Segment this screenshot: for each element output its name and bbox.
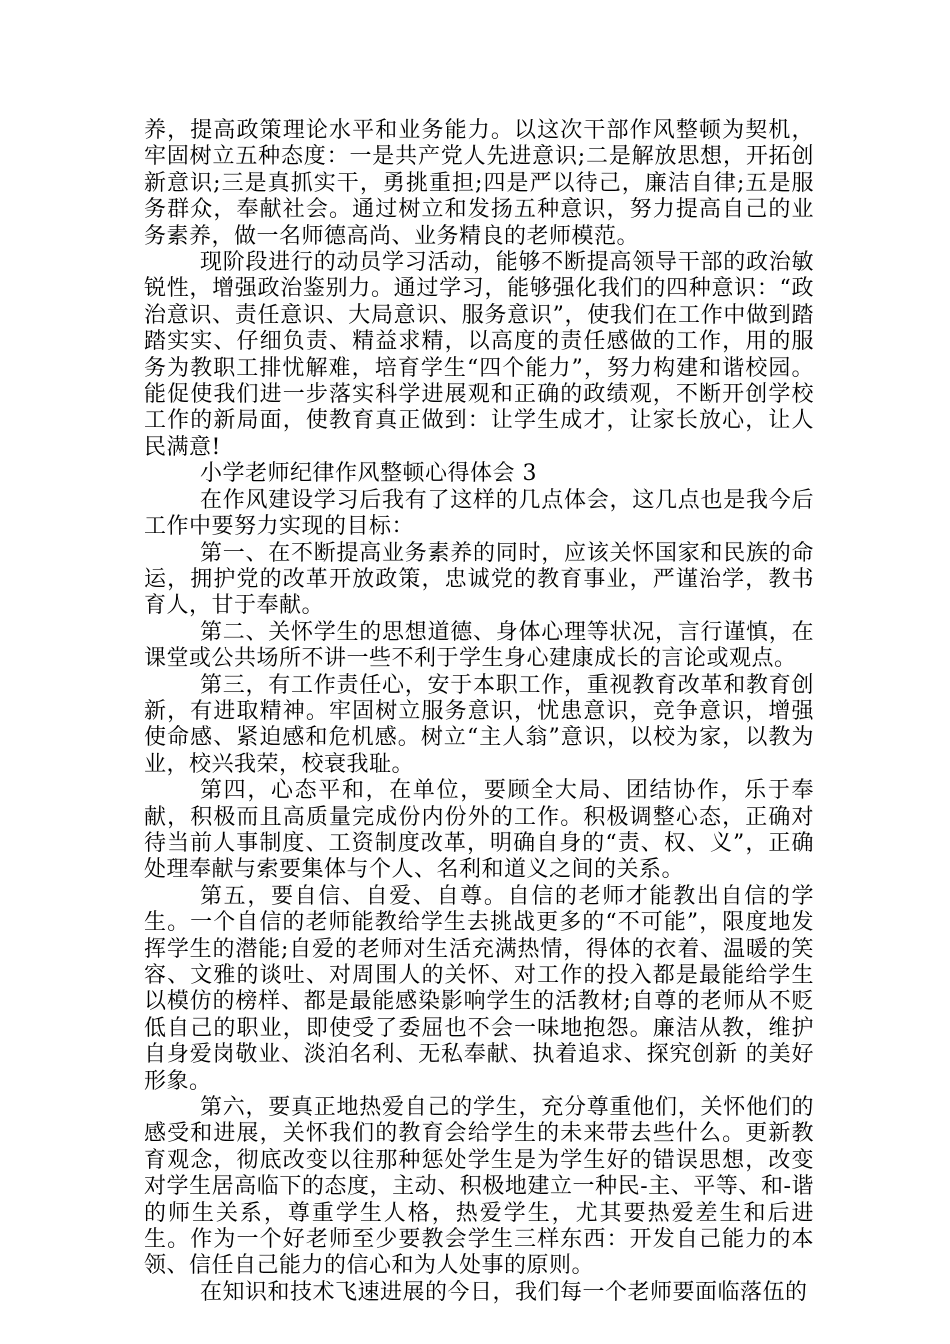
paragraph: 第五，要自信、自爱、自尊。自信的老师才能教出自信的学生。一个自信的老师能教给学生去挑战更多的“不可能”，限度地发挥学生的潜能;自爱的老师对生活充满热情，得体的衣着、温暖的笑容、文雅的谈吐、对周围人的关怀、对工作的投入都是最能给学生以模仿的榜样、都是最能感染影响学生的活教材;自尊的老师从不贬低自己的职业，即使受了委屈也不会一味地抱怨。廉洁从教，维护自身爱岗敬业、淡泊名利、无私奉献、执着追求、探究创新 的美好形象。: [144, 883, 814, 1094]
paragraph: 在知识和技术飞速进展的今日，我们每一个老师要面临落伍的: [200, 1279, 808, 1305]
paragraph: 第六，要真正地热爱自己的学生，充分尊重他们，关怀他们的感受和进展，关怀我们的教育会给学生的未来带去些什么。更新教育观念，彻底改变以往那种惩处学生是为学生好的错误思想，改变对学生居高临下的态度，主动、积极地建立一种民-主、平等、和-谐的师生关系，尊重学生人格，热爱学生，尤其要热爱差生和后进生。作为一个好老师至少要教会学生三样东西：开发自己能力的本领、信任自己能力的信心和为人处事的原则。: [144, 1095, 814, 1279]
paragraph: 在作风建设学习后我有了这样的几点体会，这几点也是我今后工作中要努力实现的目标：: [144, 487, 814, 540]
paragraph: 第二、关怀学生的思想道德、身体心理等状况，言行谨慎，在课堂或公共场所不讲一些不利于学生身心建康成长的言论或观点。: [144, 619, 814, 672]
paragraph: 现阶段进行的动员学习活动，能够不断提高领导干部的政治敏锐性，增强政治鉴别力。通过学习，能够强化我们的四种意识：“政治意识、责任意识、大局意识、服务意识”，使我们在工作中做到踏踏实实、仔细负责、精益求精，以高度的责任感做的工作，用的服务为教职工排忧解难，培育学生“四个能力”，努力构建和谐校园。能促使我们进一步落实科学进展观和正确的政绩观，不断开创学校工作的新局面，使教育真正做到：让学生成才，让家长放心，让人民满意!: [144, 250, 814, 460]
document-body: [144, 118, 814, 1306]
paragraph-continuation: 养，提高政策理论水平和业务能力。以这次干部作风整顿为契机，牢固树立五种态度：一是共产党人先进意识;二是解放思想，开拓创新意识;三是真抓实干，勇挑重担;四是严以待己，廉洁自律;五是服务群众，奉献社会。通过树立和发扬五种意识，努力提高自己的业务素养，做一名师德高尚、业务精良的老师模范。: [144, 118, 814, 249]
paragraph: 第一、在不断提高业务素养的同时，应该关怀国家和民族的命运，拥护党的改革开放政策，忠诚党的教育事业，严谨治学，教书育人，甘于奉献。: [144, 540, 814, 619]
paragraph: 第三，有工作责任心，安于本职工作，重视教育改革和教育创新，有进取精神。牢固树立服务意识，忧患意识，竞争意识，增强使命感、紧迫感和危机感。树立“主人翁”意识，以校为家，以教为业，校兴我荣，校衰我耻。: [144, 672, 814, 777]
paragraph: 第四，心态平和，在单位，要顾全大局、团结协作，乐于奉献，积极而且高质量完成份内份外的工作。积极调整心态，正确对待当前人事制度、工资制度改革，明确自身的“责、权、义”，正确处理奉献与索要集体与个人、名利和道义之间的关系。: [144, 778, 814, 883]
section-heading: 小学老师纪律作风整顿心得体会 3: [200, 461, 537, 487]
